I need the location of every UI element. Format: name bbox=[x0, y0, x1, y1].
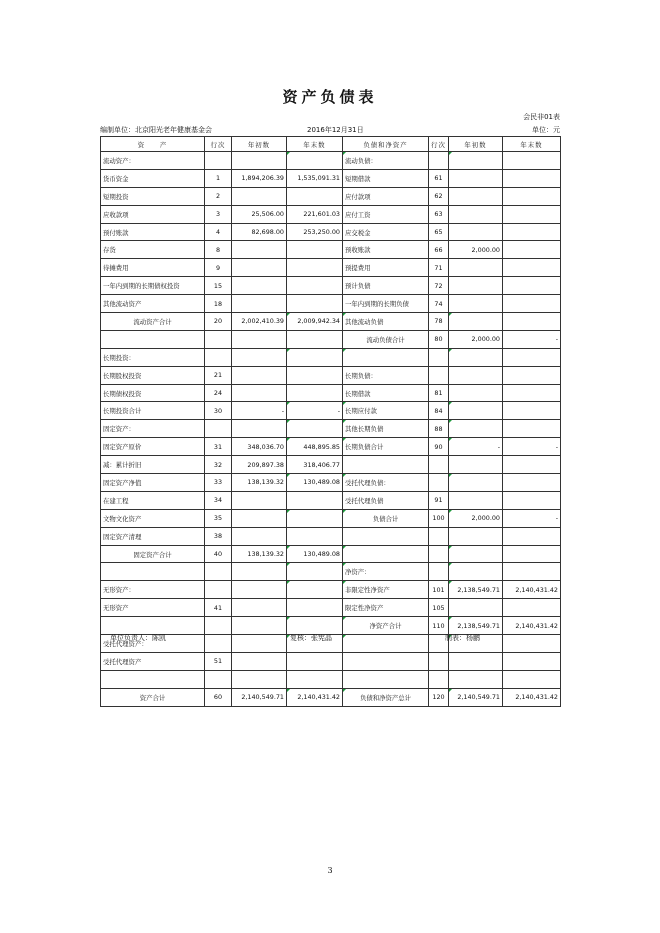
liability-ending bbox=[503, 259, 561, 277]
asset-beginning bbox=[232, 330, 287, 348]
liability-name: 长期借款 bbox=[343, 384, 429, 402]
liability-line-no bbox=[429, 474, 449, 492]
asset-name: 在建工程 bbox=[101, 491, 205, 509]
table-row bbox=[101, 456, 561, 474]
asset-line-no: 20 bbox=[205, 313, 232, 331]
header-ending-right: 年末数 bbox=[503, 137, 561, 152]
liability-ending bbox=[503, 223, 561, 241]
asset-ending: 221,601.03 bbox=[287, 205, 343, 223]
liability-line-no: 101 bbox=[429, 581, 449, 599]
asset-beginning bbox=[232, 527, 287, 545]
liability-line-no bbox=[429, 456, 449, 474]
asset-ending bbox=[287, 670, 343, 688]
liability-name: 应付款项 bbox=[343, 187, 429, 205]
liability-line-no bbox=[429, 366, 449, 384]
asset-name: 长期股权投资 bbox=[101, 366, 205, 384]
liability-name: 净资产： bbox=[343, 563, 429, 581]
asset-beginning bbox=[232, 295, 287, 313]
asset-line-no: 2 bbox=[205, 187, 232, 205]
asset-beginning bbox=[232, 652, 287, 670]
asset-ending bbox=[287, 348, 343, 366]
liability-line-no: 65 bbox=[429, 223, 449, 241]
asset-ending bbox=[287, 259, 343, 277]
header-line-no: 行次 bbox=[205, 137, 232, 152]
asset-beginning bbox=[232, 152, 287, 170]
liability-ending bbox=[503, 545, 561, 563]
liability-line-no: 71 bbox=[429, 259, 449, 277]
liability-beginning bbox=[449, 384, 503, 402]
liability-line-no: 91 bbox=[429, 491, 449, 509]
asset-line-no bbox=[205, 420, 232, 438]
asset-name: 待摊费用 bbox=[101, 259, 205, 277]
asset-name bbox=[101, 670, 205, 688]
asset-line-no bbox=[205, 670, 232, 688]
asset-ending bbox=[287, 652, 343, 670]
liability-ending bbox=[503, 474, 561, 492]
asset-name: 长期投资： bbox=[101, 348, 205, 366]
liability-beginning bbox=[449, 277, 503, 295]
liability-beginning bbox=[449, 169, 503, 187]
table-row bbox=[101, 652, 561, 670]
asset-name: 流动资产合计 bbox=[101, 313, 205, 331]
asset-beginning: 2,002,410.39 bbox=[232, 313, 287, 331]
asset-ending bbox=[287, 527, 343, 545]
asset-ending bbox=[287, 366, 343, 384]
liability-beginning bbox=[449, 295, 503, 313]
liability-line-no: 80 bbox=[429, 330, 449, 348]
liability-beginning bbox=[449, 205, 503, 223]
liability-ending bbox=[503, 402, 561, 420]
liability-beginning: 2,138,549.71 bbox=[449, 581, 503, 599]
asset-name bbox=[101, 563, 205, 581]
liability-beginning bbox=[449, 474, 503, 492]
liability-name bbox=[343, 670, 429, 688]
asset-name: 长期投资合计 bbox=[101, 402, 205, 420]
liability-beginning: 2,138,549.71 bbox=[449, 617, 503, 635]
asset-ending: - bbox=[287, 402, 343, 420]
liability-ending bbox=[503, 384, 561, 402]
liability-name: 预提费用 bbox=[343, 259, 429, 277]
liability-ending bbox=[503, 527, 561, 545]
asset-line-no: 18 bbox=[205, 295, 232, 313]
liability-line-no: 100 bbox=[429, 509, 449, 527]
liability-beginning bbox=[449, 527, 503, 545]
table-body bbox=[101, 152, 561, 707]
asset-beginning bbox=[232, 491, 287, 509]
asset-line-no: 41 bbox=[205, 599, 232, 617]
liability-name: 流动负债： bbox=[343, 152, 429, 170]
liability-ending bbox=[503, 169, 561, 187]
asset-beginning bbox=[232, 581, 287, 599]
asset-line-no: 24 bbox=[205, 384, 232, 402]
asset-ending bbox=[287, 509, 343, 527]
asset-ending: 2,140,431.42 bbox=[287, 688, 343, 706]
report-title: 资产负债表 bbox=[282, 88, 378, 106]
asset-beginning bbox=[232, 617, 287, 635]
liability-ending bbox=[503, 420, 561, 438]
asset-ending bbox=[287, 581, 343, 599]
liability-name: 应交税金 bbox=[343, 223, 429, 241]
liability-beginning bbox=[449, 670, 503, 688]
liability-beginning bbox=[449, 259, 503, 277]
asset-beginning: 138,139.32 bbox=[232, 474, 287, 492]
liability-name bbox=[343, 348, 429, 366]
liability-ending bbox=[503, 491, 561, 509]
asset-line-no bbox=[205, 152, 232, 170]
asset-line-no: 35 bbox=[205, 509, 232, 527]
asset-name: 受托代理资产： bbox=[101, 635, 205, 653]
liability-beginning bbox=[449, 152, 503, 170]
asset-name: 固定资产合计 bbox=[101, 545, 205, 563]
liability-line-no: 74 bbox=[429, 295, 449, 313]
liability-ending: - bbox=[503, 330, 561, 348]
asset-line-no bbox=[205, 563, 232, 581]
liability-ending: - bbox=[503, 438, 561, 456]
liability-ending bbox=[503, 241, 561, 259]
asset-name: 预付账款 bbox=[101, 223, 205, 241]
asset-ending: 1,535,091.31 bbox=[287, 169, 343, 187]
currency-unit: 单位：元 bbox=[532, 126, 560, 134]
liability-name: 应付工资 bbox=[343, 205, 429, 223]
asset-line-no: 1 bbox=[205, 169, 232, 187]
liability-beginning bbox=[449, 223, 503, 241]
liability-line-no bbox=[429, 670, 449, 688]
asset-beginning: 348,036.70 bbox=[232, 438, 287, 456]
asset-line-no: 60 bbox=[205, 688, 232, 706]
asset-line-no: 40 bbox=[205, 545, 232, 563]
asset-name: 文物文化资产 bbox=[101, 509, 205, 527]
liability-name: 负债和净资产总计 bbox=[343, 688, 429, 706]
report-meta bbox=[100, 125, 560, 136]
table-row bbox=[101, 563, 561, 581]
asset-line-no bbox=[205, 581, 232, 599]
asset-beginning bbox=[232, 366, 287, 384]
asset-beginning: - bbox=[232, 402, 287, 420]
asset-name: 无形资产 bbox=[101, 599, 205, 617]
table-row bbox=[101, 599, 561, 617]
liability-name: 受托代理负债： bbox=[343, 474, 429, 492]
asset-name: 固定资产： bbox=[101, 420, 205, 438]
liability-beginning: - bbox=[449, 438, 503, 456]
unit-head: 单位负责人：陈凯 bbox=[110, 634, 166, 642]
asset-beginning bbox=[232, 420, 287, 438]
liability-line-no: 63 bbox=[429, 205, 449, 223]
asset-name: 存货 bbox=[101, 241, 205, 259]
liability-beginning bbox=[449, 545, 503, 563]
asset-name: 资产合计 bbox=[101, 688, 205, 706]
table-row bbox=[101, 474, 561, 492]
asset-beginning bbox=[232, 670, 287, 688]
asset-ending bbox=[287, 152, 343, 170]
liability-line-no: 66 bbox=[429, 241, 449, 259]
liability-name bbox=[343, 527, 429, 545]
liability-name bbox=[343, 652, 429, 670]
liability-beginning bbox=[449, 348, 503, 366]
asset-beginning: 25,506.00 bbox=[232, 205, 287, 223]
liability-name: 预计负债 bbox=[343, 277, 429, 295]
asset-beginning: 2,140,549.71 bbox=[232, 688, 287, 706]
asset-line-no: 32 bbox=[205, 456, 232, 474]
table-row bbox=[101, 527, 561, 545]
asset-ending: 448,895.85 bbox=[287, 438, 343, 456]
liability-line-no: 72 bbox=[429, 277, 449, 295]
table-row bbox=[101, 330, 561, 348]
table-row bbox=[101, 241, 561, 259]
liability-line-no bbox=[429, 652, 449, 670]
asset-ending: 130,489.08 bbox=[287, 545, 343, 563]
liability-beginning bbox=[449, 366, 503, 384]
asset-beginning: 138,139.32 bbox=[232, 545, 287, 563]
asset-name: 固定资产原价 bbox=[101, 438, 205, 456]
header-ending: 年末数 bbox=[287, 137, 343, 152]
asset-line-no: 33 bbox=[205, 474, 232, 492]
liability-ending bbox=[503, 187, 561, 205]
asset-name: 减：累计折旧 bbox=[101, 456, 205, 474]
liability-name: 净资产合计 bbox=[343, 617, 429, 635]
table-row bbox=[101, 420, 561, 438]
asset-beginning bbox=[232, 509, 287, 527]
asset-name: 固定资产清理 bbox=[101, 527, 205, 545]
asset-line-no: 4 bbox=[205, 223, 232, 241]
asset-line-no: 38 bbox=[205, 527, 232, 545]
asset-ending bbox=[287, 420, 343, 438]
asset-name bbox=[101, 330, 205, 348]
table-row bbox=[101, 187, 561, 205]
header-assets: 资 产 bbox=[101, 137, 205, 152]
table-row bbox=[101, 313, 561, 331]
liability-ending bbox=[503, 456, 561, 474]
liability-beginning bbox=[449, 420, 503, 438]
asset-beginning bbox=[232, 259, 287, 277]
liability-line-no: 105 bbox=[429, 599, 449, 617]
liability-ending: 2,140,431.42 bbox=[503, 581, 561, 599]
table-row bbox=[101, 169, 561, 187]
asset-line-no: 21 bbox=[205, 366, 232, 384]
asset-name: 应收款项 bbox=[101, 205, 205, 223]
asset-ending bbox=[287, 295, 343, 313]
liability-name: 一年内到期的长期负债 bbox=[343, 295, 429, 313]
asset-name: 短期投资 bbox=[101, 187, 205, 205]
asset-line-no: 9 bbox=[205, 259, 232, 277]
liability-name: 限定性净资产 bbox=[343, 599, 429, 617]
liability-name: 负债合计 bbox=[343, 509, 429, 527]
asset-line-no: 34 bbox=[205, 491, 232, 509]
asset-line-no bbox=[205, 617, 232, 635]
asset-name: 流动资产： bbox=[101, 152, 205, 170]
liability-line-no bbox=[429, 348, 449, 366]
liability-beginning bbox=[449, 599, 503, 617]
liability-line-no bbox=[429, 563, 449, 581]
liability-ending bbox=[503, 366, 561, 384]
table-row bbox=[101, 259, 561, 277]
header-beginning: 年初数 bbox=[232, 137, 287, 152]
asset-ending bbox=[287, 187, 343, 205]
asset-ending bbox=[287, 491, 343, 509]
liability-beginning: 2,000.00 bbox=[449, 241, 503, 259]
asset-name: 长期债权投资 bbox=[101, 384, 205, 402]
liability-ending bbox=[503, 348, 561, 366]
liability-name: 受托代理负债 bbox=[343, 491, 429, 509]
balance-sheet-table bbox=[100, 136, 561, 707]
page-number: 3 bbox=[327, 866, 333, 875]
asset-name: 其他流动资产 bbox=[101, 295, 205, 313]
table-row bbox=[101, 438, 561, 456]
liability-ending: 2,140,431.42 bbox=[503, 617, 561, 635]
liability-name bbox=[343, 456, 429, 474]
liability-ending bbox=[503, 152, 561, 170]
asset-line-no: 51 bbox=[205, 652, 232, 670]
table-header-row bbox=[101, 137, 561, 152]
table-row bbox=[101, 384, 561, 402]
asset-beginning bbox=[232, 599, 287, 617]
table-row bbox=[101, 670, 561, 688]
liability-name: 其他长期负债 bbox=[343, 420, 429, 438]
liability-name: 长期应付款 bbox=[343, 402, 429, 420]
liability-beginning bbox=[449, 402, 503, 420]
liability-beginning: 2,000.00 bbox=[449, 330, 503, 348]
liability-ending bbox=[503, 205, 561, 223]
liability-line-no: 84 bbox=[429, 402, 449, 420]
liability-ending: 2,140,431.42 bbox=[503, 688, 561, 706]
asset-line-no: 15 bbox=[205, 277, 232, 295]
table-row bbox=[101, 688, 561, 706]
asset-line-no: 3 bbox=[205, 205, 232, 223]
table-row bbox=[101, 348, 561, 366]
asset-ending bbox=[287, 617, 343, 635]
liability-name: 预收账款 bbox=[343, 241, 429, 259]
reviewer: 复核：张宪晶 bbox=[290, 634, 332, 642]
liability-name: 流动负债合计 bbox=[343, 330, 429, 348]
asset-line-no bbox=[205, 330, 232, 348]
liability-ending bbox=[503, 599, 561, 617]
liability-ending: - bbox=[503, 509, 561, 527]
liability-beginning bbox=[449, 491, 503, 509]
liability-ending bbox=[503, 277, 561, 295]
asset-beginning: 209,897.38 bbox=[232, 456, 287, 474]
header-beginning-right: 年初数 bbox=[449, 137, 503, 152]
table-row bbox=[101, 617, 561, 635]
table-row bbox=[101, 366, 561, 384]
asset-beginning bbox=[232, 277, 287, 295]
asset-ending: 130,489.08 bbox=[287, 474, 343, 492]
asset-ending bbox=[287, 384, 343, 402]
report-date: 2016年12月31日 bbox=[307, 126, 364, 134]
liability-beginning bbox=[449, 652, 503, 670]
asset-beginning bbox=[232, 348, 287, 366]
liability-beginning bbox=[449, 563, 503, 581]
header-line-no-right: 行次 bbox=[429, 137, 449, 152]
liability-line-no: 88 bbox=[429, 420, 449, 438]
liability-name: 其他流动负债 bbox=[343, 313, 429, 331]
liability-beginning bbox=[449, 456, 503, 474]
asset-ending bbox=[287, 330, 343, 348]
liability-name: 长期负债： bbox=[343, 366, 429, 384]
liability-line-no: 90 bbox=[429, 438, 449, 456]
liability-line-no: 62 bbox=[429, 187, 449, 205]
asset-ending bbox=[287, 599, 343, 617]
reporting-organization: 编制单位：北京阳光老年健康基金会 bbox=[100, 126, 212, 134]
asset-name: 受托代理资产 bbox=[101, 652, 205, 670]
liability-line-no: 81 bbox=[429, 384, 449, 402]
liability-line-no: 110 bbox=[429, 617, 449, 635]
liability-line-no: 120 bbox=[429, 688, 449, 706]
asset-ending bbox=[287, 563, 343, 581]
table-row bbox=[101, 152, 561, 170]
liability-ending bbox=[503, 313, 561, 331]
asset-line-no: 8 bbox=[205, 241, 232, 259]
header-liabilities: 负债和净资产 bbox=[343, 137, 429, 152]
liability-ending bbox=[503, 295, 561, 313]
asset-name: 固定资产净值 bbox=[101, 474, 205, 492]
table-row bbox=[101, 491, 561, 509]
liability-ending bbox=[503, 652, 561, 670]
asset-name bbox=[101, 617, 205, 635]
table-row bbox=[101, 277, 561, 295]
liability-line-no bbox=[429, 527, 449, 545]
asset-beginning bbox=[232, 384, 287, 402]
liability-line-no: 61 bbox=[429, 169, 449, 187]
asset-beginning: 82,698.00 bbox=[232, 223, 287, 241]
form-number: 会民非01表 bbox=[523, 113, 560, 121]
liability-beginning bbox=[449, 313, 503, 331]
asset-beginning bbox=[232, 187, 287, 205]
asset-ending bbox=[287, 241, 343, 259]
asset-name: 一年内到期的长期债权投资 bbox=[101, 277, 205, 295]
preparer: 制表：杨鹏 bbox=[445, 634, 480, 642]
asset-ending: 318,406.77 bbox=[287, 456, 343, 474]
table-row bbox=[101, 509, 561, 527]
liability-beginning bbox=[449, 187, 503, 205]
signature-row bbox=[100, 633, 560, 644]
liability-beginning: 2,000.00 bbox=[449, 509, 503, 527]
liability-name: 短期借款 bbox=[343, 169, 429, 187]
table-row bbox=[101, 223, 561, 241]
liability-line-no bbox=[429, 152, 449, 170]
asset-line-no: 31 bbox=[205, 438, 232, 456]
table-row bbox=[101, 402, 561, 420]
asset-name: 无形资产： bbox=[101, 581, 205, 599]
asset-ending: 2,009,942.34 bbox=[287, 313, 343, 331]
asset-beginning: 1,894,206.39 bbox=[232, 169, 287, 187]
asset-ending bbox=[287, 277, 343, 295]
liability-beginning: 2,140,549.71 bbox=[449, 688, 503, 706]
liability-name bbox=[343, 545, 429, 563]
asset-name: 货币资金 bbox=[101, 169, 205, 187]
asset-beginning bbox=[232, 241, 287, 259]
table-row bbox=[101, 295, 561, 313]
liability-line-no bbox=[429, 545, 449, 563]
asset-line-no bbox=[205, 348, 232, 366]
liability-ending bbox=[503, 670, 561, 688]
table-row bbox=[101, 581, 561, 599]
table-row bbox=[101, 205, 561, 223]
asset-beginning bbox=[232, 563, 287, 581]
liability-line-no: 78 bbox=[429, 313, 449, 331]
liability-name: 非限定性净资产 bbox=[343, 581, 429, 599]
liability-ending bbox=[503, 563, 561, 581]
asset-line-no: 30 bbox=[205, 402, 232, 420]
table-row bbox=[101, 545, 561, 563]
asset-ending: 253,250.00 bbox=[287, 223, 343, 241]
liability-name: 长期负债合计 bbox=[343, 438, 429, 456]
